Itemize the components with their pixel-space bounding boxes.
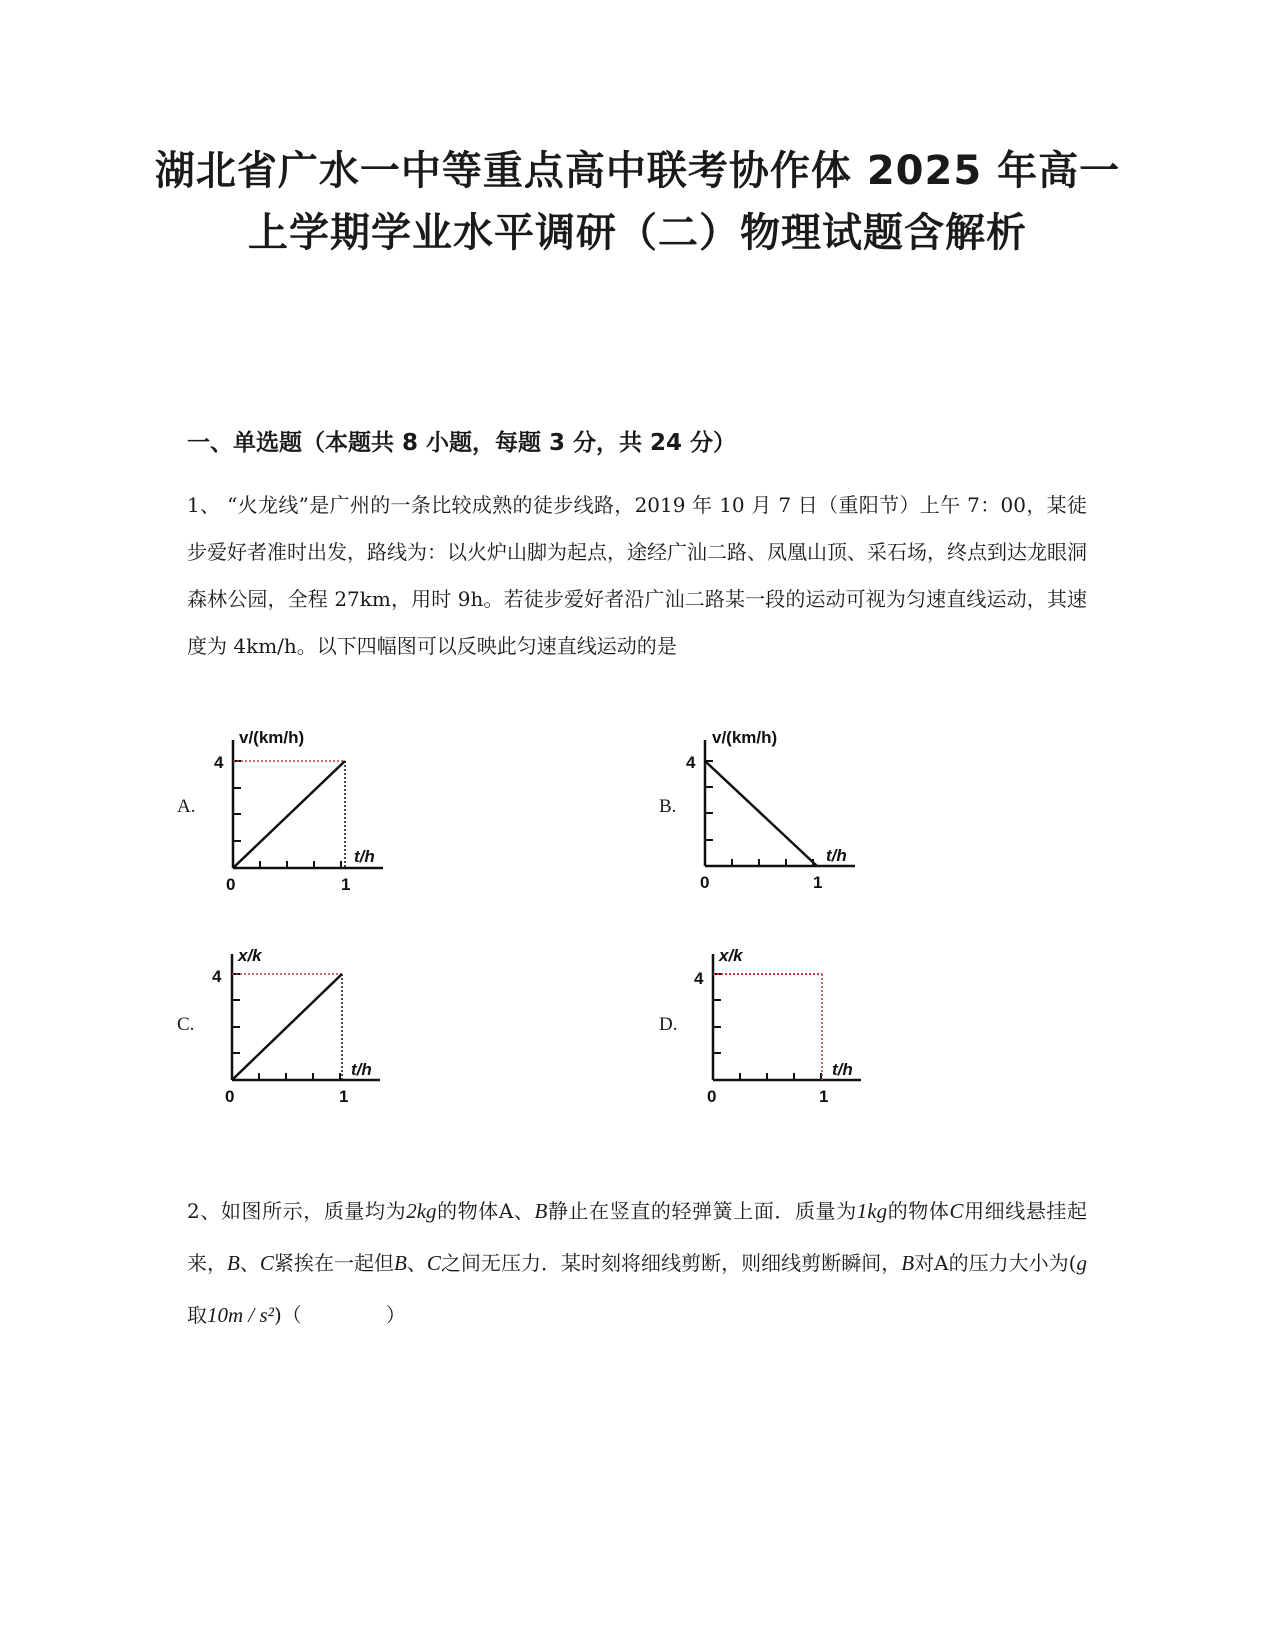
q2-text: 紧挨在一起但 [273,1251,395,1275]
x-tick-label: 1 [819,1087,829,1106]
y-axis-label: x/k [719,946,743,965]
q2-var-g: g [1076,1251,1087,1275]
q2-text: )（ [273,1303,302,1327]
option-b-label: B. [659,796,677,817]
y-tick-label: 4 [212,967,222,986]
q2-text: 、 [239,1251,260,1275]
q2-var-b: B [901,1251,915,1275]
x-tick-label: 1 [813,873,823,892]
q2-mass-ab: 2kg [406,1199,437,1223]
x-axis-label: t/h [832,1060,853,1079]
q2-var-b: B [394,1251,407,1275]
q2-var-b: B [534,1199,548,1223]
q2-text: 、 [513,1199,535,1223]
question-2-text [187,1185,1087,1341]
x-tick-label: 1 [339,1087,349,1106]
y-tick-label: 4 [694,969,704,988]
q2-text: 之间无压力．某时刻将细线剪断，则细线剪断瞬间， [440,1251,902,1275]
option-b-graph [686,728,870,898]
option-d-graph [694,946,877,1118]
option-d-label: D. [659,1014,678,1035]
section-heading: 一、单选题（本题共 8 小题，每题 3 分，共 24 分） [187,430,737,456]
q2-text: 的压力大小为( [948,1251,1077,1275]
y-tick-label: 4 [686,753,696,772]
graph-line [233,761,345,868]
q2-mass-c: 1kg [856,1199,888,1223]
q2-g-value: 10m / s² [207,1303,274,1327]
x-axis-label: t/h [351,1060,372,1079]
document-title: 湖北省广水一中等重点高中联考协作体 2025 年高一上学期学业水平调研（二）物理试题含解析 [154,148,1121,256]
y-tick-label: 4 [214,753,224,772]
origin-label: 0 [700,873,710,892]
x-axis-label: t/h [354,847,375,866]
q2-var-c: C [259,1251,274,1275]
y-axis-label: x/k [238,946,262,965]
x-axis-label: t/h [826,846,847,865]
origin-label: 0 [225,1087,235,1106]
q2-text: 对 [914,1251,935,1275]
question-1-text: 1、 “火龙线”是广州的一条比较成熟的徒步线路，2019 年 10 月 7 日（重阳节）上午 7：00，某徒步爱好者准时出发，路线为：以火炉山脚为起点，途经广汕二路、凤凰山顶、采石场，终点到达龙眼洞森林公园，全程 27km，用时 9h。若徒步爱好者沿广汕二路某一段的运动可视为匀速直线运动，其速度为 4km/h。以下四幅图可以反映此匀速直线运动的是 [187,493,1087,658]
q2-text: 的物体 [887,1199,950,1223]
q2-text: 的物体 [436,1199,499,1223]
q2-text: 取 [187,1303,207,1327]
q2-text: 2、如图所示，质量均为 [187,1199,407,1223]
q2-text: 、 [406,1251,427,1275]
q2-var-b: B [227,1251,240,1275]
origin-label: 0 [707,1087,717,1106]
option-c-graph [212,946,395,1118]
y-axis-label: v/(km/h) [239,728,305,747]
q2-text: ） [385,1303,406,1327]
origin-label: 0 [226,875,236,894]
graph-line [705,761,817,866]
graph-line [232,974,342,1080]
option-c-label: C. [177,1014,195,1035]
q2-var-a: A [498,1199,514,1223]
q2-text: 静止在竖直的轻弹簧上面．质量为 [547,1199,857,1223]
y-axis-label: v/(km/h) [712,728,778,747]
q2-var-a: A [934,1251,949,1275]
option-a-graph [214,728,395,898]
q2-var-c: C [426,1251,441,1275]
q2-text: 用细线悬挂起来， [187,1199,1088,1275]
x-tick-label: 1 [341,875,351,894]
q2-var-c: C [949,1199,964,1223]
option-a-label: A. [177,796,196,817]
